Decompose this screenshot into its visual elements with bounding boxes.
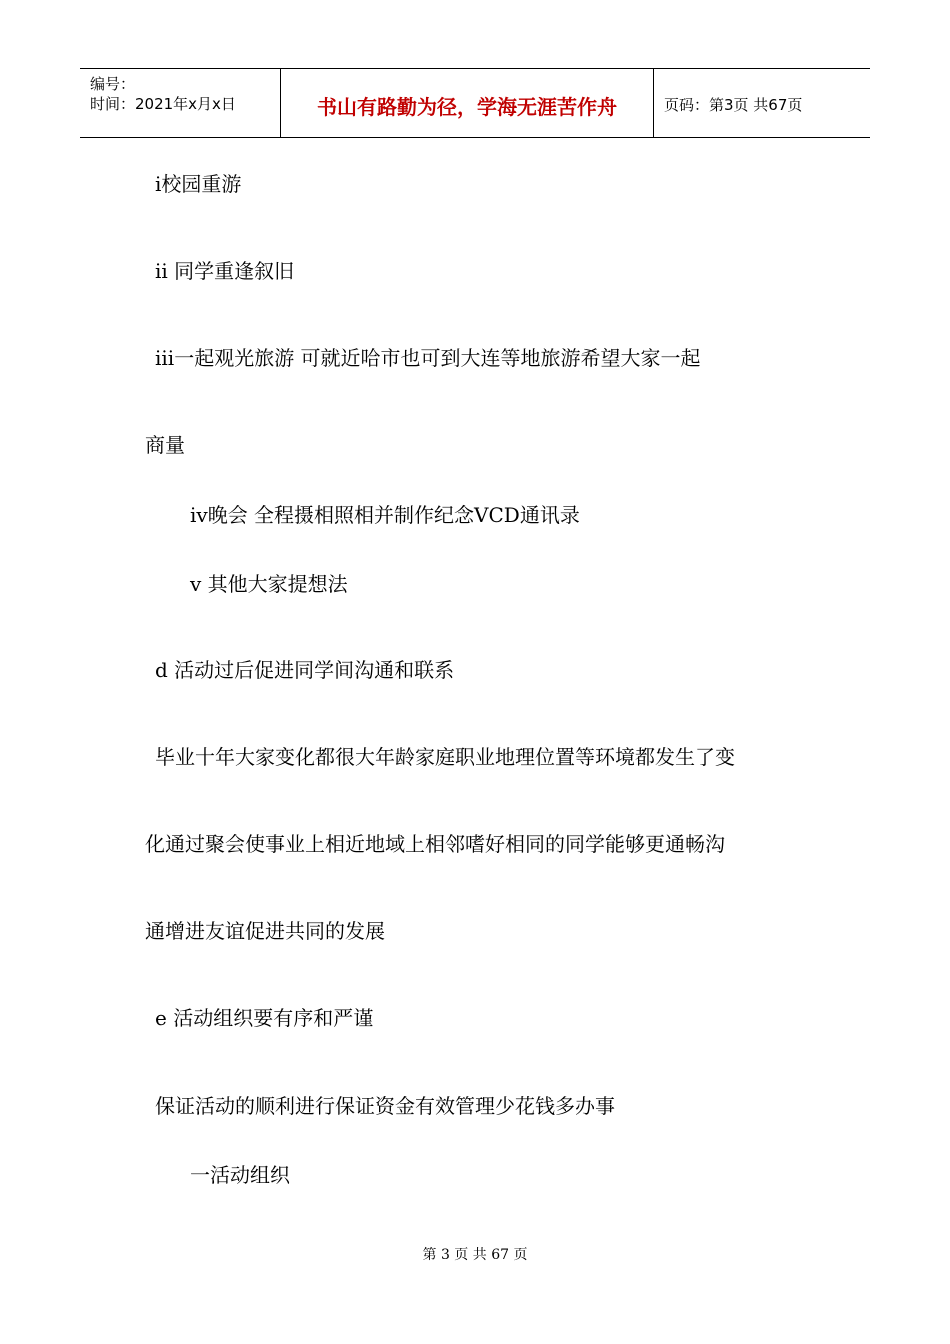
document-number-label: 编号： (90, 75, 136, 93)
body-line: 通增进友谊促进共同的发展 (145, 919, 385, 943)
header-meta-cell (80, 69, 281, 137)
body-line: 商量 (145, 433, 185, 457)
body-line: v 其他大家提想法 (190, 572, 348, 596)
header-page-info: 页码：第3页 共67页 (664, 96, 803, 114)
body-line: e 活动组织要有序和严谨 (155, 1006, 374, 1030)
body-line: d 活动过后促进同学间沟通和联系 (155, 658, 455, 682)
body-line: ii 同学重逢叙旧 (155, 259, 295, 283)
header-motto-cell (281, 69, 654, 137)
body-line: i校园重游 (155, 172, 242, 196)
document-time-label: 时间：2021年x月x日 (90, 95, 236, 113)
body-line: iii一起观光旅游 可就近哈市也可到大连等地旅游希望大家一起 (155, 346, 701, 370)
body-line: 化通过聚会使事业上相近地域上相邻嗜好相同的同学能够更通畅沟 (145, 832, 725, 856)
body-line: 保证活动的顺利进行保证资金有效管理少花钱多办事 (155, 1094, 615, 1118)
page-footer: 第 3 页 共 67 页 (422, 1247, 528, 1263)
body-line: 一活动组织 (190, 1163, 290, 1187)
page-header (80, 68, 870, 138)
header-page-cell (654, 69, 870, 137)
header-motto: 书山有路勤为径，学海无涯苦作舟 (317, 95, 617, 119)
body-line: 毕业十年大家变化都很大年龄家庭职业地理位置等环境都发生了变 (155, 745, 735, 769)
body-line: iv晚会 全程摄相照相并制作纪念VCD通讯录 (190, 503, 580, 527)
